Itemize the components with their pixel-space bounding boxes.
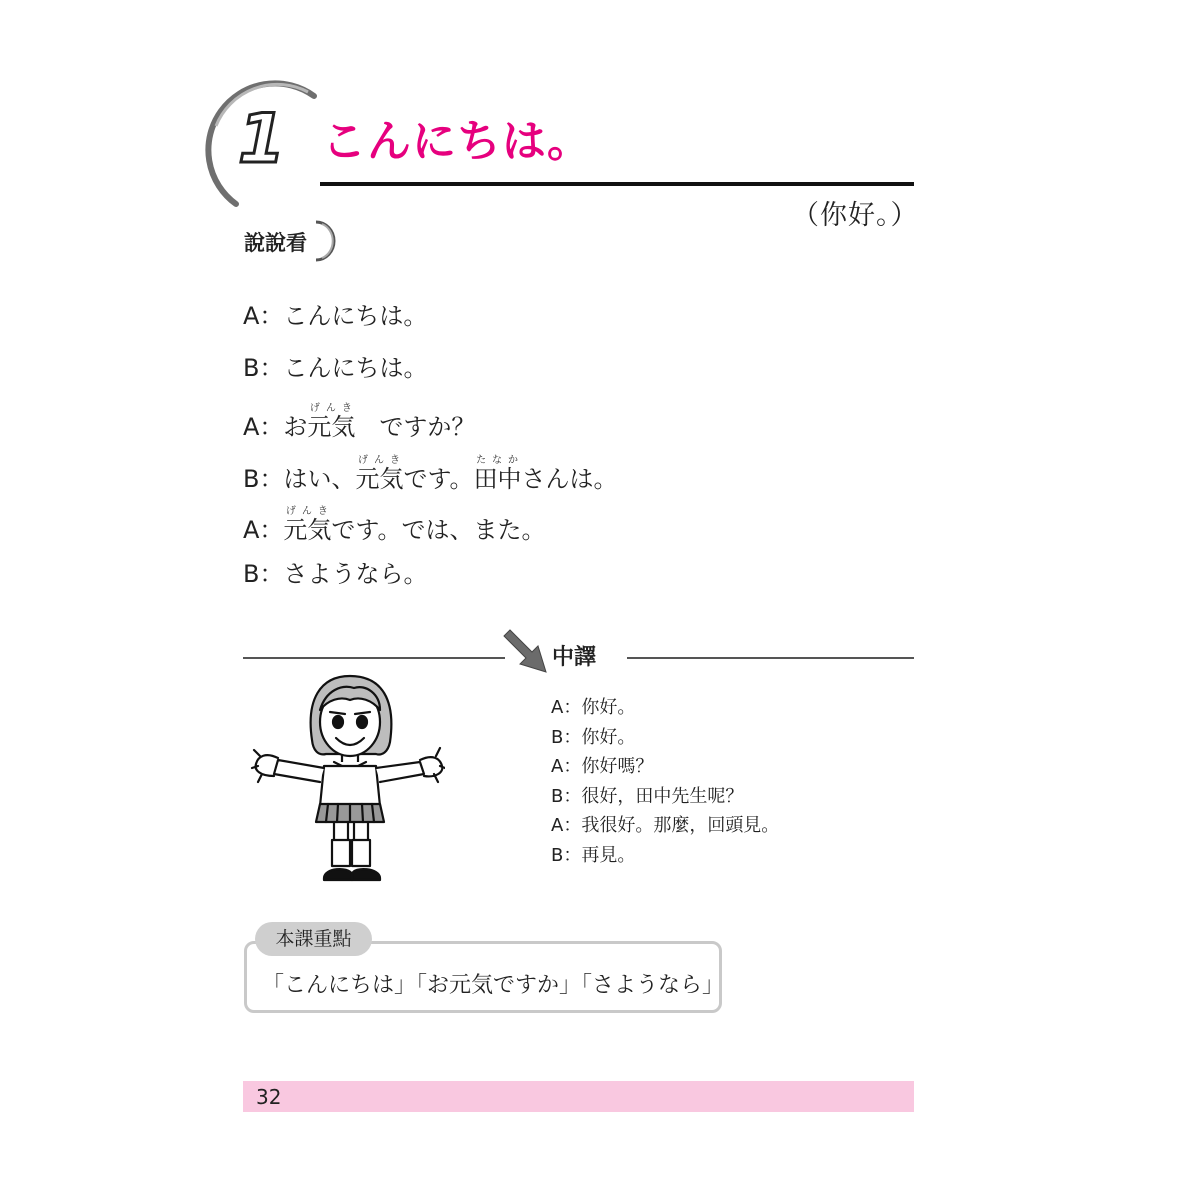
dialogue-line (243, 558, 883, 610)
ruby-base: 元気 (307, 413, 356, 441)
footer-bar (243, 1081, 914, 1112)
key-points-text: 「こんにちは」「お元気ですか」「さようなら」 (262, 973, 725, 998)
lesson-number: 1 (238, 100, 282, 179)
title-underline (320, 182, 914, 186)
dialogue-line (243, 506, 883, 558)
dialogue-text: こんにちは。 (283, 353, 428, 382)
dialogue-line (243, 352, 883, 404)
dialogue-text: こんにちは。 (283, 302, 428, 330)
ruby-word (283, 506, 332, 544)
dialogue-text: です。では、また。 (331, 516, 546, 544)
speaker-label: A： (243, 516, 284, 544)
speaker-label: B： (243, 464, 284, 493)
furigana: げんき (283, 506, 332, 517)
translation-label: 中譯 (552, 645, 597, 670)
dialogue-text: です。 (403, 464, 474, 493)
ruby-word (355, 454, 404, 493)
divider-left (243, 657, 505, 659)
section-label: 說說看 (244, 231, 307, 255)
dialogue-text: さようなら。 (283, 559, 428, 588)
section-arc-icon (304, 218, 344, 264)
translation-line: A：你好嗎？ (551, 756, 654, 777)
ruby-base: 田中 (473, 464, 522, 493)
translation-line: B：你好。 (551, 726, 636, 748)
speaker-label: B： (243, 353, 284, 382)
furigana: たなか (473, 454, 522, 466)
lesson-subtitle: （你好。） (792, 200, 919, 231)
translation-list (551, 695, 891, 872)
ruby-word (307, 403, 356, 441)
dialogue-text: はい、 (283, 464, 356, 493)
dialogue-line (243, 300, 883, 352)
ruby-word (473, 454, 522, 493)
speaker-label: A： (243, 302, 284, 330)
translation-line: B：再見。 (551, 844, 636, 866)
divider-right (627, 657, 914, 659)
page-number: 32 (256, 1085, 282, 1109)
lesson-title: こんにちは。 (322, 116, 592, 167)
dialogue-text: さんは。 (521, 464, 618, 493)
dialogue-line (243, 403, 883, 455)
dialogue-text: お (283, 413, 308, 441)
ruby-base: 元気 (283, 516, 332, 544)
translation-line: A：你好。 (551, 697, 636, 718)
arrow-down-right-icon (500, 626, 552, 678)
ruby-base: 元気 (355, 464, 404, 493)
furigana: げんき (307, 403, 356, 414)
speaker-label: A： (243, 413, 284, 441)
girl-illustration (250, 670, 445, 888)
dialogue-text: ですか？ (355, 413, 476, 441)
translation-line: B：很好，田中先生呢？ (551, 785, 744, 807)
key-points-label: 本課重點 (275, 928, 352, 950)
translation-line: A：我很好。那麼，回頭見。 (551, 815, 780, 836)
dialogue (243, 300, 883, 609)
furigana: げんき (355, 454, 404, 466)
dialogue-line (243, 455, 883, 507)
speaker-label: B： (243, 559, 284, 588)
